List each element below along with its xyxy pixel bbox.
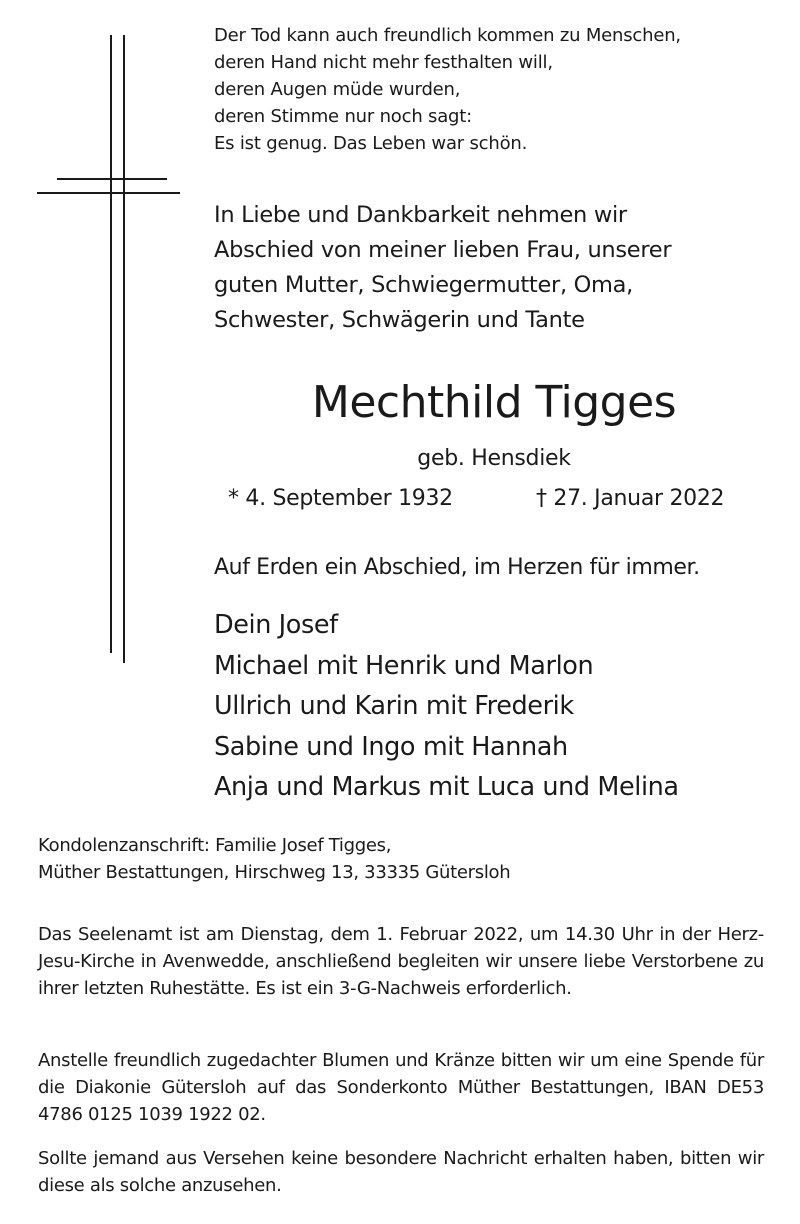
family-list — [214, 605, 774, 808]
poem — [214, 22, 774, 157]
poem-line: deren Augen müde wurden, — [214, 79, 461, 100]
intro-line: guten Mutter, Schwiegermutter, Oma, — [214, 272, 634, 298]
address-line: Müther Bestattungen, Hirschweg 13, 33335 Gütersloh — [38, 862, 511, 883]
poem-line: deren Hand nicht mehr festhalten will, — [214, 52, 553, 73]
family-line: Ullrich und Karin mit Frederik — [214, 691, 574, 721]
intro-text — [214, 198, 774, 338]
intro-line: In Liebe und Dankbarkeit nehmen wir — [214, 202, 627, 228]
poem-line: deren Stimme nur noch sagt: — [214, 106, 472, 127]
death-date: † 27. Januar 2022 — [536, 486, 725, 511]
family-line: Michael mit Henrik und Marlon — [214, 650, 594, 681]
motto: Auf Erden ein Abschied, im Herzen für immer. — [214, 555, 700, 580]
cross-horizontal-line-2 — [37, 192, 180, 194]
cross-horizontal-line — [57, 178, 167, 180]
poem-line: Es ist genug. Das Leben war schön. — [214, 133, 528, 154]
birth-name: geb. Hensdiek — [417, 446, 571, 471]
address-line: Kondolenzanschrift: Familie Josef Tigges, — [38, 835, 392, 856]
family-line: Dein Josef — [214, 610, 338, 640]
service-paragraph: Das Seelenamt ist am Dienstag, dem 1. Februar 2022, um 14.30 Uhr in der Herz-Jesu-Kirche in Avenwedde, anschließend begleiten wir unsere liebe Verstorbene zu ihrer letzten Ruhestätte. Es ist ein 3-G-Nachweis erforderlich. — [38, 924, 764, 999]
donation-paragraph: Anstelle freundlich zugedachter Blumen und Kränze bitten wir um eine Spende für die Diakonie Gütersloh auf das Sonderkonto Müther Bestattungen, IBAN DE53 4786 0125 1039 1922 02. — [38, 1050, 764, 1125]
cross-vertical-line-2 — [123, 35, 125, 663]
cross-vertical-line — [110, 35, 112, 653]
deceased-name: Mechthild Tigges — [311, 377, 677, 428]
intro-line: Schwester, Schwägerin und Tante — [214, 307, 585, 333]
birth-date: * 4. September 1932 — [228, 486, 453, 511]
intro-line: Abschied von meiner lieben Frau, unserer — [214, 237, 672, 263]
poem-line: Der Tod kann auch freundlich kommen zu Menschen, — [214, 25, 681, 46]
family-line: Sabine und Ingo mit Hannah — [214, 731, 568, 762]
notice-paragraph: Sollte jemand aus Versehen keine besondere Nachricht erhalten haben, bitten wir diese als solche anzusehen. — [38, 1148, 764, 1196]
condolence-address — [38, 832, 768, 886]
family-line: Anja und Markus mit Luca und Melina — [214, 772, 679, 802]
